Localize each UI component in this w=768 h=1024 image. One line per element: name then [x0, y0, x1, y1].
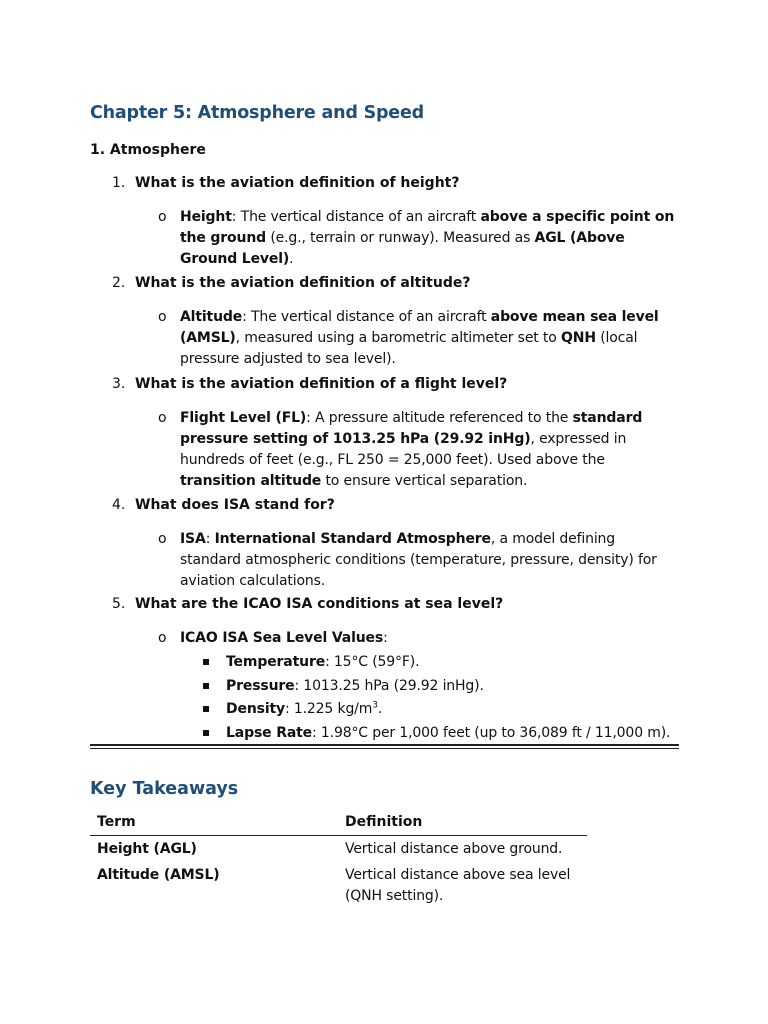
table-header-definition: Definition: [345, 814, 423, 830]
isa-lapse-rate: Lapse Rate: 1.98°C per 1,000 feet (up to 36,089 ft / 11,000 m).: [226, 725, 671, 741]
square-bullet-icon: [203, 659, 209, 665]
question-text: What is the aviation definition of height?: [135, 175, 460, 191]
bullet-circle-icon: o: [158, 531, 167, 547]
question-number: 5.: [112, 596, 126, 612]
takeaways-title: Key Takeaways: [90, 779, 239, 799]
bullet-circle-icon: o: [158, 209, 167, 225]
question-1: [112, 173, 459, 194]
question-5: [112, 594, 503, 615]
question-3: [112, 374, 507, 395]
chapter-title: Chapter 5: Atmosphere and Speed: [90, 103, 424, 123]
table-cell-term: Altitude (AMSL): [97, 867, 220, 883]
question-number: 1.: [112, 175, 126, 191]
question-text: What does ISA stand for?: [135, 497, 335, 513]
question-4: [112, 495, 335, 516]
divider: [90, 748, 679, 749]
question-text: What are the ICAO ISA conditions at sea level?: [135, 596, 504, 612]
isa-temperature: Temperature: 15°C (59°F).: [226, 654, 420, 670]
bullet-circle-icon: o: [158, 410, 167, 426]
bullet-circle-icon: o: [158, 630, 167, 646]
question-number: 3.: [112, 376, 126, 392]
bullet-circle-icon: o: [158, 309, 167, 325]
answer-4: ISA: International Standard Atmosphere, a model defining standard atmospheric conditions (temperature, pressure, density) for aviation calculations.: [180, 531, 657, 589]
question-text: What is the aviation definition of altitude?: [135, 275, 471, 291]
table-cell-term: Height (AGL): [97, 841, 197, 857]
square-bullet-icon: [203, 730, 209, 736]
table-cell-definition: Vertical distance above sea level (QNH setting).: [345, 867, 571, 904]
question-number: 2.: [112, 275, 126, 291]
table-cell-definition: Vertical distance above ground.: [345, 841, 563, 857]
question-text: What is the aviation definition of a flight level?: [135, 376, 508, 392]
square-bullet-icon: [203, 706, 209, 712]
answer-2: Altitude: The vertical distance of an aircraft above mean sea level (AMSL), measured using a barometric altimeter set to QNH (local pressure adjusted to sea level).: [180, 309, 659, 367]
isa-pressure: Pressure: 1013.25 hPa (29.92 inHg).: [226, 678, 484, 694]
table-header-rule: [90, 835, 587, 836]
question-number: 4.: [112, 497, 126, 513]
answer-5: ICAO ISA Sea Level Values:: [180, 630, 388, 646]
square-bullet-icon: [203, 683, 209, 689]
answer-3: Flight Level (FL): A pressure altitude referenced to the standard pressure setting of 1013.25 hPa (29.92 inHg), expressed in hundreds of feet (e.g., FL 250 = 25,000 feet). Used above the transition altitude to ensure vertical separation.: [180, 410, 643, 489]
isa-density: Density: 1.225 $kg/m^3$.: [226, 700, 383, 717]
answer-1: Height: The vertical distance of an aircraft above a specific point on the ground (e.g., terrain or runway). Measured as AGL (Above Ground Level).: [180, 209, 675, 267]
table-header-term: Term: [97, 814, 136, 830]
question-2: [112, 273, 470, 294]
divider: [90, 744, 679, 746]
section-title: 1. Atmosphere: [90, 142, 206, 158]
